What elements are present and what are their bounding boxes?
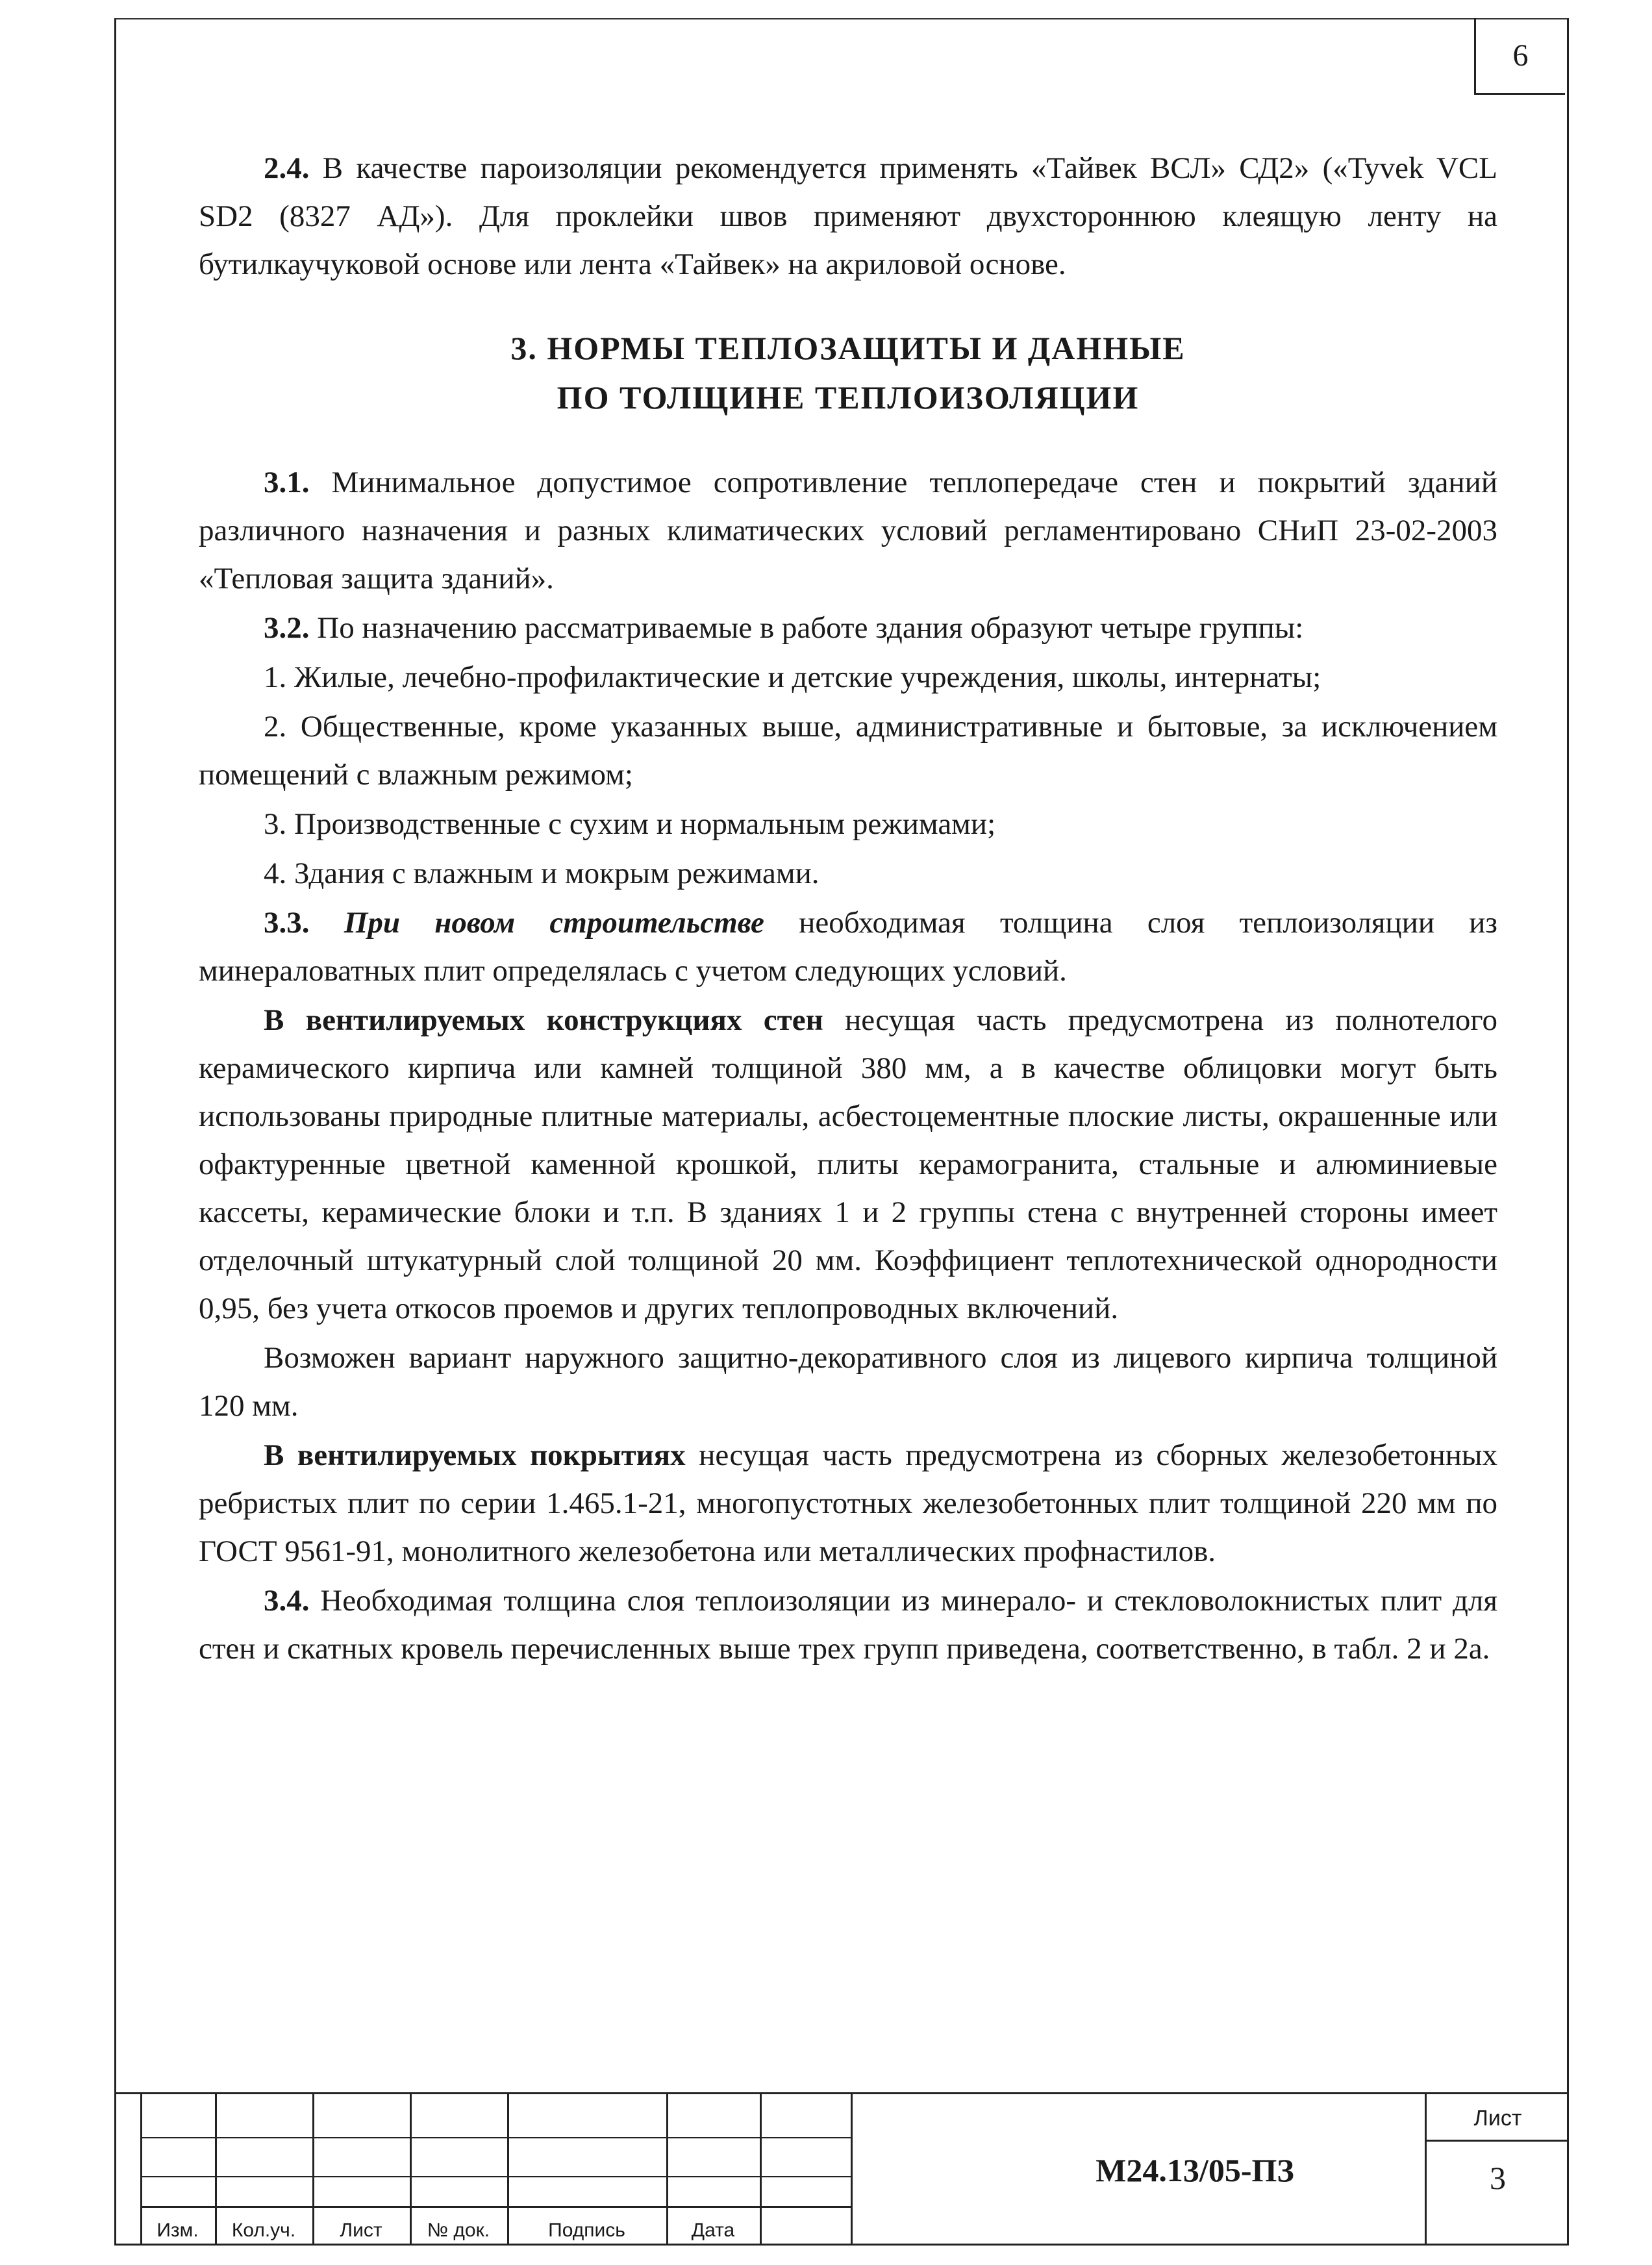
grid-col-line <box>760 2094 762 2246</box>
paragraph-text: несущая часть предусмотрена из полнотелого керамического кирпича или камней толщиной 380 мм, а в качестве облицовки могут быть использованы природные плитные материалы, асбестоцементные плоские листы, окрашенные или офактуренные цветной каменной крошкой, плиты керамогранита, стальные и алюминиевые кассеты, керамические блоки и т.п. В зданиях 1 и 2 группы стена с внутренней стороны имеет отделочный штукатурный слой толщиной 20 мм. Коэффициент теплотехнической однородности 0,95, без учета откосов проемов и других теплопроводных включений. <box>199 1003 1497 1325</box>
paragraph-3-4 <box>199 1577 1497 1673</box>
paragraph-text: необходимая толщина слоя теплоизоляции из минераловатных плит определялась с учетом следующих условий. <box>199 906 1498 988</box>
paragraph-2-4 <box>199 144 1497 288</box>
header-kol-uch: Кол.уч. <box>231 2220 296 2241</box>
document-body <box>199 144 1497 1673</box>
paragraph-number: 3.3. <box>264 906 310 940</box>
paragraph-text: несущая часть предусмотрена из сборных железобетонных ребристых плит по серии 1.465.1-21, многопустотных железобетонных плит толщиной 220 мм по ГОСТ 9561-91, монолитного железобетона или металлических профнастилов. <box>199 1438 1497 1568</box>
heading-line-2: ПО ТОЛЩИНЕ ТЕПЛОИЗОЛЯЦИИ <box>557 379 1140 416</box>
group-item-2: 2. Общественные, кроме указанных выше, административные и бытовые, за исключением помещений с влажным режимом; <box>199 710 1497 792</box>
paragraph-text: Минимальное допустимое сопротивление теплопередаче стен и покрытий зданий различного назначения и разных климатических условий регламентировано СНиП 23-02-2003 «Тепловая защита зданий». <box>199 466 1497 595</box>
revision-grid <box>140 2094 851 2246</box>
section-heading <box>199 323 1497 422</box>
grid-row-line <box>140 2137 851 2138</box>
group-item-1: 1. Жилые, лечебно-профилактические и детские учреждения, школы, интернаты; <box>264 660 1321 694</box>
paragraph-text: По назначению рассматриваемые в работе здания образуют четыре группы: <box>309 611 1304 645</box>
emphasis-text: При новом строительстве <box>344 906 764 940</box>
paragraph-brick: Возможен вариант наружного защитно-декоративного слоя из лицевого кирпича толщиной 120 мм. <box>199 1341 1497 1423</box>
paragraph-number: 3.4. <box>264 1584 310 1618</box>
lead-text: В вентилируемых покрытиях <box>264 1438 686 1472</box>
paragraph-text: Необходимая толщина слоя теплоизоляции из минерало- и стекловолокнистых плит для стен и скатных кровель перечисленных выше трех групп приведена, соответственно, в табл. 2 и 2а. <box>199 1584 1497 1666</box>
header-doc-no: № док. <box>427 2220 490 2241</box>
heading-line-1: 3. НОРМЫ ТЕПЛОЗАЩИТЫ И ДАННЫЕ <box>510 330 1186 366</box>
paragraph-number: 3.2. <box>264 611 310 645</box>
paragraph-3-3 <box>199 899 1497 995</box>
paragraph-3-2 <box>199 604 1497 652</box>
group-item-4: 4. Здания с влажным и мокрым режимами. <box>264 857 820 890</box>
grid-row-line <box>140 2176 851 2177</box>
title-block <box>114 2092 1569 2246</box>
paragraph-3-1 <box>199 458 1497 603</box>
sheet-box <box>1425 2094 1569 2246</box>
paragraph-number: 3.1. <box>264 466 310 499</box>
sheet-number: 3 <box>1490 2160 1506 2196</box>
document-code: М24.13/05-ПЗ <box>1095 2151 1294 2188</box>
header-izm: Изм. <box>156 2220 199 2241</box>
header-date: Дата <box>691 2220 735 2241</box>
grid-row-line <box>140 2206 851 2208</box>
paragraph-number: 2.4. <box>264 151 310 185</box>
sheet-label: Лист <box>1427 2101 1569 2142</box>
page-number: 6 <box>1474 18 1565 95</box>
header-signature: Подпись <box>548 2220 625 2241</box>
group-item-3: 3. Производственные с сухим и нормальным режимами; <box>264 807 996 841</box>
paragraph-walls <box>199 996 1497 1333</box>
paragraph-roofs <box>199 1431 1497 1575</box>
lead-text: В вентилируемых конструкциях стен <box>264 1003 823 1037</box>
paragraph-text: В качестве пароизоляции рекомендуется применять «Тайвек ВСЛ» СД2» («Tyvek VCL SD2 (8327 АД»). Для проклейки швов применяют двухстороннюю клеящую ленту на бутилкаучуковой основе или лента «Тайвек» на акриловой основе. <box>199 151 1497 281</box>
header-list: Лист <box>340 2220 382 2241</box>
